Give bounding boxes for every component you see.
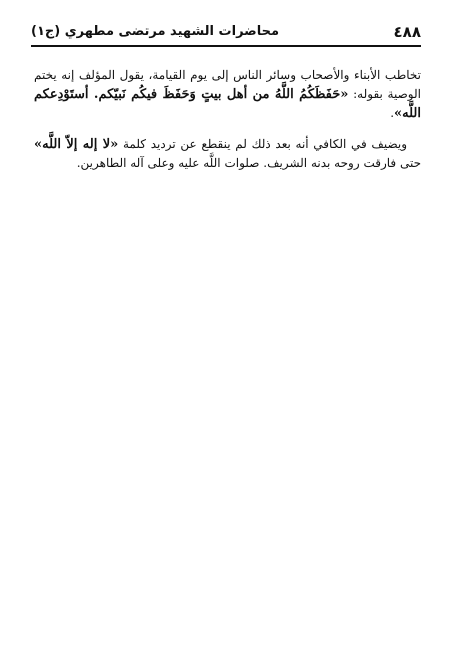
body-text: [34, 66, 421, 173]
running-title: محاضرات الشهيد مرتضى مطهري (ج١): [31, 24, 280, 39]
header-rule: [31, 45, 421, 47]
paragraph: [34, 66, 421, 123]
quoted-phrase: «لا إله إلاّ اللَّه»: [34, 137, 119, 152]
paragraph: [34, 135, 421, 173]
paragraph-text-end: حتى فارقت روحه بدنه الشريف. صلوات اللَّه عليه وعلى آله الطاهرين.: [76, 156, 421, 170]
paragraph-text-end: .: [390, 106, 395, 120]
page-number: ٤٨٨: [393, 23, 421, 41]
paragraph-text: تخاطب الأبناء والأصحاب وسائر الناس إلى يوم القيامة، يقول المؤلف إنه يختم الوصية بقوله:: [34, 68, 421, 101]
paragraph-text: ويضيف في الكافي أنه بعد ذلك لم ينقطع عن ترديد كلمة: [118, 137, 408, 151]
page-header: [31, 22, 421, 44]
quoted-prayer: «حَفَظَكُمُ اللَّهُ من أهل بيتٍ وَحَفَظَ فيكُم نَبيّكم. أستَوْدِعكم اللَّه»: [34, 87, 421, 121]
